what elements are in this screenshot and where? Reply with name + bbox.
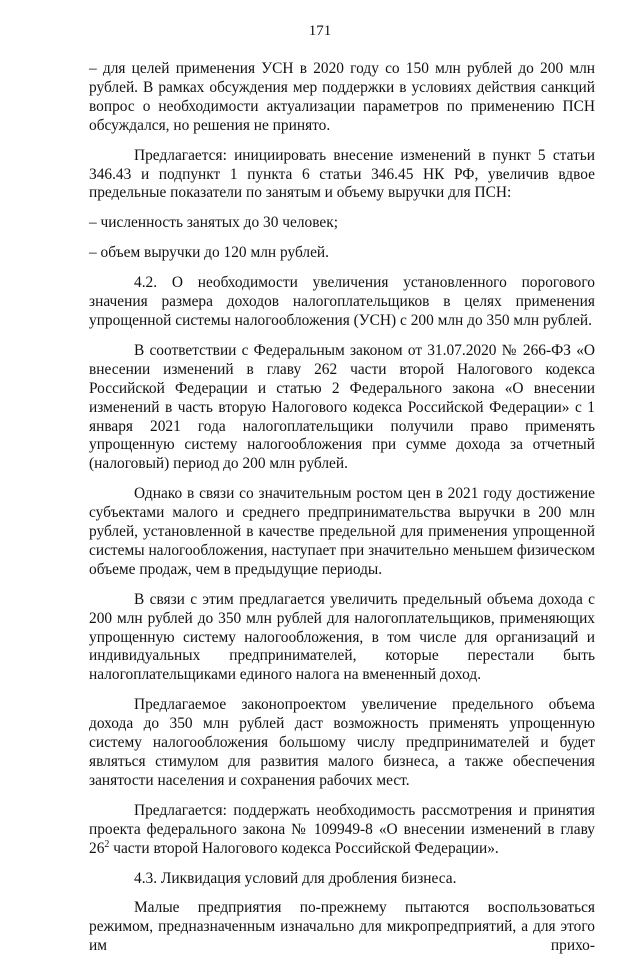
list-item-employees: – численность занятых до 30 человек; <box>89 214 338 232</box>
chapter-superscript: 2 <box>104 838 110 850</box>
paragraph-small-enterprises: Малые предприятия по-прежнему пытаются воспользоваться режимом, предназначенным изначально для микропредприятий, а для этого им прихо- <box>89 899 595 955</box>
draft-law-text-before: Предлагается: поддержать необходимость рассмотрения и принятия проекта федерального закона № 109949-8 «О внесении изменений в главу 26 <box>89 801 595 857</box>
document-body <box>89 60 595 967</box>
paragraph-proposal-psn: Предлагается: инициировать внесение изменений в пункт 5 статьи 346.43 и подпункт 1 пункта 6 статьи 346.45 НК РФ, увеличив вдвое предельные показатели по занятым и объему выручки для ПСН: <box>89 146 595 202</box>
section-heading-4-3: 4.3. Ликвидация условий для дробления бизнеса. <box>134 869 457 887</box>
paragraph-price-growth: Однако в связи со значительным ростом цен в 2021 году достижение субъектами малого и среднего предпринимательства выручки в 200 млн рублей, установленной в качестве предельной для применения упрощенной системы налогообложения, наступает при значительно меньшем физическом объеме продаж, чем в предыдущие периоды. <box>89 485 595 578</box>
section-heading-4-2: 4.2. О необходимости увеличения установленного порогового значения размера доходов налогоплательщиков в целях применения упрощенной системы налогообложения (УСН) с 200 млн до 350 млн рублей. <box>89 274 595 329</box>
page-number: 171 <box>308 23 332 39</box>
paragraph-federal-law: В соответствии с Федеральным законом от 31.07.2020 № 266-ФЗ «О внесении изменений в главу 262 части второй Налогового кодекса Российской Федерации и статью 2 Федерального закона «О внесении изменений в часть вторую Налогового кодекса Российской Федерации» с 1 января 2021 года налогоплательщики получили право применять упрощенную систему налогообложения при сумме дохода за отчетный (налоговый) период до 200 млн рублей. <box>89 341 595 473</box>
paragraph-expected-effect: Предлагаемое законопроектом увеличение предельного объема дохода до 350 млн рублей даст возможность применять упрощенную систему налогообложения большому числу предпринимателей и будет являться стимулом для развития малого бизнеса, а также обеспечения занятости населения и сохранения рабочих мест. <box>89 696 595 789</box>
list-item-revenue: – объем выручки до 120 млн рублей. <box>89 244 329 262</box>
paragraph-usn-limits: – для целей применения УСН в 2020 году со 150 млн рублей до 200 млн рублей. В рамках обсуждения мер поддержки в условиях действия санкций вопрос о необходимости актуализации параметров по применению ПСН обсуждался, но решения не принято. <box>89 60 595 134</box>
draft-law-text-after: части второй Налогового кодекса Российской Федерации». <box>109 839 499 857</box>
paragraph-draft-law-support <box>89 802 595 859</box>
paragraph-increase-proposal: В связи с этим предлагается увеличить предельный объема дохода с 200 млн рублей до 350 млн рублей для налогоплательщиков, применяющих упрощенную систему налогообложения, в том числе для организаций и индивидуальных предпринимателей, которые перестали быть налогоплательщиками единого налога на вмененный доход. <box>89 590 595 684</box>
